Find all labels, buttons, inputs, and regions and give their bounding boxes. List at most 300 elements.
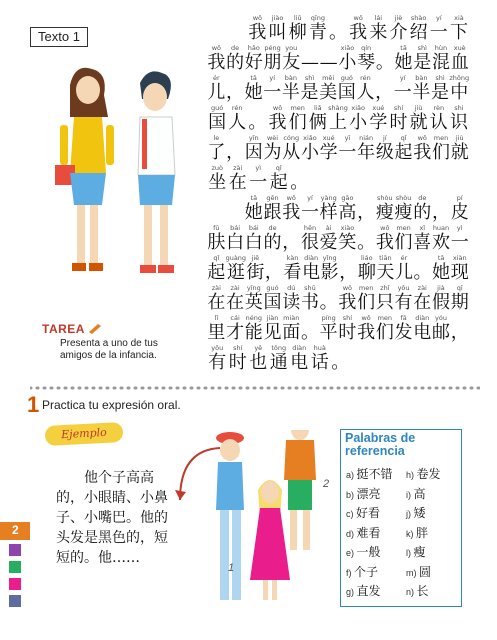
- hanzi: —: [300, 52, 319, 73]
- pinyin: zuò: [211, 164, 223, 172]
- character-cell: [267, 104, 287, 134]
- character-cell: [247, 14, 267, 44]
- word-text: 胖: [416, 525, 429, 540]
- character-cell: [244, 134, 263, 164]
- character-cell: [246, 254, 265, 284]
- pinyin: shào: [410, 14, 427, 22]
- pinyin: yīng: [246, 284, 261, 292]
- character-cell: [263, 44, 282, 74]
- word-text: 一般: [356, 545, 381, 559]
- hanzi: 英: [244, 292, 263, 313]
- character-cell: [409, 14, 429, 44]
- pinyin: tā: [250, 194, 258, 202]
- character-cell: [348, 14, 368, 44]
- hanzi: 跟: [263, 202, 282, 223]
- hanzi: ，: [282, 232, 301, 253]
- hanzi: 通: [269, 352, 288, 373]
- hanzi: 一: [300, 202, 319, 223]
- hanzi: 我: [282, 202, 301, 223]
- pinyin: wǒ: [342, 284, 353, 292]
- word-letter: n): [406, 587, 417, 597]
- pinyin: xiǎo: [351, 104, 365, 112]
- hanzi: 我: [268, 112, 287, 133]
- hanzi: 级: [375, 142, 394, 163]
- pinyin: you: [285, 44, 298, 52]
- character-cell: [308, 104, 328, 134]
- pinyin: píng: [321, 314, 336, 322]
- hanzi: 我: [413, 142, 432, 163]
- pinyin: shí: [233, 344, 243, 352]
- hanzi: 看: [283, 262, 302, 283]
- pinyin: lǐ: [214, 314, 219, 322]
- word-letter: g): [346, 587, 357, 597]
- pinyin: yǐng: [322, 254, 337, 262]
- pinyin: jiē: [251, 254, 260, 262]
- hanzi: 邮: [431, 322, 450, 343]
- text-line: [207, 224, 469, 254]
- character-cell: [449, 14, 469, 44]
- pinyin: men: [433, 134, 449, 142]
- pinyin: jiù: [455, 134, 464, 142]
- character-cell: [319, 44, 338, 74]
- hanzi: [207, 202, 225, 223]
- character-cell: [338, 134, 357, 164]
- hanzi: 就: [409, 112, 428, 133]
- character-cell: [337, 74, 356, 104]
- pinyin: yǒu: [211, 344, 224, 352]
- hanzi: 皮: [450, 202, 469, 223]
- hanzi: 叫: [268, 22, 287, 43]
- character-cell: [413, 134, 432, 164]
- character-cell: [207, 104, 227, 134]
- character-cell: [449, 104, 469, 134]
- character-cell: [301, 44, 320, 74]
- character-cell: [432, 134, 451, 164]
- character-cell: [226, 314, 245, 344]
- text-line: [207, 134, 469, 164]
- boy-with-cap: [216, 432, 244, 600]
- character-cell: [282, 284, 301, 314]
- character-cell: [432, 314, 451, 344]
- character-cell: [339, 254, 358, 284]
- character-cell: [338, 314, 357, 344]
- pinyin: yīn: [248, 134, 259, 142]
- tarea-text: Presenta a uno de tus amigos de la infancia.: [60, 338, 158, 361]
- character-cell: [319, 224, 338, 254]
- character-cell: [338, 284, 357, 314]
- character-cell: [300, 74, 319, 104]
- word-text: 挺不错: [356, 467, 393, 481]
- character-cell: [248, 344, 269, 374]
- pinyin: yí: [307, 194, 313, 202]
- pinyin: qī: [456, 284, 463, 292]
- character-cell: [394, 194, 413, 224]
- girl-in-dress: [250, 480, 290, 600]
- hanzi: 识: [449, 112, 468, 133]
- pinyin: yǒu: [397, 284, 410, 292]
- pinyin: péng: [264, 44, 281, 52]
- hanzi: 影: [320, 262, 339, 283]
- hanzi: 我: [248, 22, 267, 43]
- pinyin: shì: [435, 74, 445, 82]
- hanzi: 从: [282, 142, 301, 163]
- character-cell: [320, 254, 339, 284]
- pinyin: liáo: [361, 254, 373, 262]
- character-cell: [207, 314, 226, 344]
- character-cell: [228, 344, 249, 374]
- hanzi: 中: [450, 82, 469, 103]
- reference-word: [346, 565, 378, 580]
- hanzi: 电: [413, 322, 432, 343]
- character-cell: [263, 134, 282, 164]
- hanzi: 有: [394, 292, 413, 313]
- pinyin: jiào: [271, 14, 284, 22]
- word-letter: l): [406, 548, 414, 558]
- hanzi: 美: [319, 82, 338, 103]
- pinyin: lái: [374, 14, 383, 22]
- character-cell: [269, 344, 290, 374]
- pinyin: hěn: [303, 224, 317, 232]
- character-cell: [244, 314, 263, 344]
- pinyin: rén: [231, 104, 243, 112]
- pinyin: yě: [254, 344, 263, 352]
- figure-label-two: 2: [323, 478, 330, 490]
- texto-label: Texto 1: [30, 27, 88, 47]
- hanzi: 在: [226, 292, 245, 313]
- word-letter: m): [406, 567, 419, 578]
- hanzi: 们: [357, 292, 376, 313]
- text-line: [207, 314, 469, 344]
- character-cell: [409, 104, 429, 134]
- hanzi: 欢: [431, 232, 450, 253]
- character-cell: [226, 284, 245, 314]
- character-cell: [328, 14, 348, 44]
- hanzi: 瘦: [394, 202, 413, 223]
- hanzi: 国: [263, 292, 282, 313]
- hanzi: 起: [269, 172, 288, 193]
- text-line: [207, 44, 469, 74]
- hanzi: 我: [207, 52, 226, 73]
- character-cell: [301, 284, 320, 314]
- hanzi: 一: [429, 22, 448, 43]
- character-cell: [368, 104, 388, 134]
- character-cell: [330, 344, 351, 374]
- text-line: [207, 344, 469, 374]
- hanzi: 来: [369, 22, 388, 43]
- hanzi: 街: [246, 262, 265, 283]
- character-cell: [394, 134, 413, 164]
- pinyin: rèn: [433, 104, 445, 112]
- pinyin: cái: [230, 314, 240, 322]
- reference-word: [406, 545, 426, 560]
- hanzi: ，: [375, 82, 394, 103]
- hanzi: 学: [319, 142, 338, 163]
- boy-figure: [138, 71, 175, 273]
- pinyin: wǒ: [272, 104, 283, 112]
- hanzi: 儿: [207, 82, 226, 103]
- pinyin: de: [231, 44, 240, 52]
- hanzi: 一: [249, 172, 268, 193]
- character-cell: [244, 284, 263, 314]
- hanzi: 朋: [263, 52, 282, 73]
- hanzi: 在: [228, 172, 247, 193]
- character-cell: [228, 164, 249, 194]
- character-cell: [388, 104, 408, 134]
- pinyin: yí: [269, 74, 276, 82]
- pinyin: shì: [304, 74, 315, 82]
- character-cell: [247, 104, 267, 134]
- pinyin: wǒ: [211, 44, 221, 52]
- hanzi: 我: [357, 322, 376, 343]
- words-header: Palabras de referencia: [345, 431, 416, 458]
- character-cell: [413, 314, 432, 344]
- hanzi: 她: [394, 52, 413, 73]
- pinyin: yì: [255, 164, 262, 172]
- character-cell: [394, 224, 413, 254]
- word-text: 难看: [356, 525, 381, 540]
- reference-word: [406, 526, 428, 541]
- pinyin: pí: [456, 194, 463, 202]
- hanzi: 是: [300, 82, 319, 103]
- pinyin: wǒ: [286, 194, 296, 202]
- character-cell: [301, 194, 320, 224]
- character-cell: [226, 224, 245, 254]
- character-cell: [301, 134, 320, 164]
- hanzi: ，: [450, 322, 469, 343]
- character-cell: [207, 194, 226, 224]
- hanzi: 上: [329, 112, 348, 133]
- pinyin: bái: [248, 224, 259, 232]
- word-letter: a): [346, 470, 357, 480]
- hanzi: ，: [357, 202, 376, 223]
- hanzi: 读: [282, 292, 301, 313]
- pinyin: ér: [212, 74, 220, 82]
- character-cell: [357, 314, 376, 344]
- hanzi: 绍: [409, 22, 428, 43]
- pinyin: xiào: [340, 224, 355, 232]
- character-cell: [207, 254, 226, 284]
- hanzi: 样: [319, 202, 338, 223]
- reading-text: [207, 14, 469, 374]
- character-cell: [244, 224, 263, 254]
- word-letter: e): [346, 548, 357, 558]
- word-text: 瘦: [413, 545, 426, 559]
- hanzi: 是: [431, 82, 449, 103]
- hanzi: 她: [432, 262, 451, 283]
- character-cell: [375, 314, 394, 344]
- hanzi: 柳: [288, 22, 307, 43]
- reference-word: [346, 506, 380, 521]
- pinyin: gēn: [266, 194, 279, 202]
- pinyin: yóu: [435, 314, 447, 322]
- character-cell: [207, 164, 228, 194]
- character-cell: [319, 134, 338, 164]
- character-cell: [450, 134, 469, 164]
- hanzi: 人: [228, 112, 247, 133]
- pinyin: shi: [454, 104, 464, 112]
- pinyin: xià: [454, 14, 464, 22]
- reference-word: [406, 467, 441, 482]
- character-cell: [319, 284, 338, 314]
- pinyin: jiè: [394, 14, 403, 22]
- pinyin: qīng: [310, 14, 325, 22]
- character-cell: [338, 194, 357, 224]
- character-cell: [283, 254, 302, 284]
- character-cell: [302, 254, 321, 284]
- character-cell: [375, 194, 394, 224]
- character-cell: [357, 44, 376, 74]
- hanzi: 们: [431, 142, 450, 163]
- hanzi: 了: [207, 142, 226, 163]
- word-letter: c): [346, 509, 356, 519]
- pinyin: huan: [432, 224, 450, 232]
- pinyin: yí: [399, 74, 406, 82]
- hanzi: [208, 22, 226, 43]
- character-cell: [395, 254, 414, 284]
- character-cell: [207, 14, 227, 44]
- pinyin: kàn: [286, 254, 299, 262]
- character-cell: [357, 224, 376, 254]
- character-cell: [288, 14, 308, 44]
- pinyin: cóng: [283, 134, 300, 142]
- character-cell: [226, 254, 246, 284]
- hanzi: 才: [226, 322, 245, 343]
- hanzi: 好: [244, 52, 263, 73]
- character-cell: [263, 314, 282, 344]
- pinyin: shàng: [328, 104, 348, 112]
- pinyin: le: [213, 134, 220, 142]
- character-cell: [308, 14, 328, 44]
- hanzi: 因: [244, 142, 263, 163]
- hanzi: 。: [357, 232, 376, 253]
- text-line: [207, 104, 469, 134]
- pinyin: shí: [393, 104, 404, 112]
- section-number: 1: [27, 392, 40, 417]
- character-cell: [301, 314, 320, 344]
- hanzi: 面: [282, 322, 301, 343]
- word-letter: f): [346, 567, 354, 578]
- hanzi: 介: [389, 22, 408, 43]
- hanzi: 在: [413, 292, 432, 313]
- hanzi: 小: [338, 52, 357, 73]
- hanzi: 小: [349, 112, 368, 133]
- character-cell: [375, 74, 394, 104]
- character-cell: [207, 224, 226, 254]
- character-cell: [450, 44, 469, 74]
- pinyin: shū: [304, 284, 316, 292]
- hanzi: 的: [226, 52, 245, 73]
- character-cell: [358, 254, 377, 284]
- character-cell: [429, 14, 449, 44]
- character-cell: [265, 254, 284, 284]
- character-cell: [432, 224, 451, 254]
- pinyin: tiān: [379, 254, 392, 262]
- pinyin: qǐ: [400, 134, 407, 142]
- word-text: 卷发: [416, 467, 441, 481]
- character-cell: [263, 284, 282, 314]
- character-cell: [267, 14, 287, 44]
- character-cell: [301, 224, 320, 254]
- hanzi: 琴: [357, 52, 376, 73]
- pinyin: shòu: [377, 194, 393, 202]
- practice-illustration: [150, 430, 335, 610]
- hanzi: 俩: [308, 112, 327, 133]
- character-cell: [450, 224, 469, 254]
- text-line: [207, 164, 469, 194]
- character-cell: [207, 74, 226, 104]
- hanzi: 爱: [319, 232, 338, 253]
- reference-word: [346, 467, 393, 482]
- hanzi: 一: [263, 82, 282, 103]
- character-cell: [244, 74, 263, 104]
- hanzi: 笑: [338, 232, 357, 253]
- tarea-title: TAREA: [42, 322, 85, 336]
- pinyin: xué: [372, 104, 385, 112]
- hanzi: 。: [413, 262, 432, 283]
- reference-word: [406, 565, 431, 580]
- pinyin: bàn: [284, 74, 297, 82]
- pinyin: yàng: [320, 194, 337, 202]
- word-text: 直发: [356, 584, 381, 598]
- pinyin: nián: [359, 134, 374, 142]
- hanzi: 国: [337, 82, 356, 103]
- pinyin: men: [377, 314, 393, 322]
- hanzi: 。: [300, 322, 319, 343]
- character-cell: [319, 194, 338, 224]
- hanzi: 半: [412, 82, 431, 103]
- reference-word: [406, 584, 429, 599]
- character-cell: [289, 344, 310, 374]
- hanzi: 一: [450, 232, 469, 253]
- pinyin: xǐ: [419, 224, 426, 232]
- hanzi: 只: [375, 292, 394, 313]
- pinyin: wǒ: [252, 14, 263, 22]
- hanzi: 现: [450, 262, 469, 283]
- pinyin: zài: [211, 284, 221, 292]
- pinyin: guó: [340, 74, 353, 82]
- hanzi: 儿: [394, 262, 413, 283]
- pinyin: zài: [417, 284, 427, 292]
- word-letter: h): [406, 470, 417, 480]
- character-cell: [227, 104, 247, 134]
- character-cell: [356, 74, 375, 104]
- character-cell: [282, 194, 301, 224]
- character-cell: [394, 44, 413, 74]
- character-cell: [368, 14, 388, 44]
- pinyin: shì: [417, 44, 427, 52]
- hanzi: 认: [429, 112, 448, 133]
- girl-figure: [55, 68, 114, 271]
- pinyin: de: [268, 224, 277, 232]
- pinyin: tā: [437, 254, 445, 262]
- pinyin: de: [418, 194, 427, 202]
- character-cell: [394, 314, 413, 344]
- character-cell: [431, 74, 450, 104]
- reference-word: [346, 526, 381, 541]
- hanzi: 也: [249, 352, 268, 373]
- character-cell: [429, 104, 449, 134]
- pinyin: yì: [456, 224, 463, 232]
- hanzi: 很: [300, 232, 319, 253]
- character-cell: [328, 104, 348, 134]
- word-text: 漂亮: [356, 486, 381, 501]
- hanzi: 起: [394, 142, 413, 163]
- pinyin: néng: [245, 314, 262, 322]
- character-cell: [263, 74, 282, 104]
- hanzi: 年: [357, 142, 376, 163]
- hanzi: 高: [338, 202, 357, 223]
- reference-word: [406, 487, 426, 502]
